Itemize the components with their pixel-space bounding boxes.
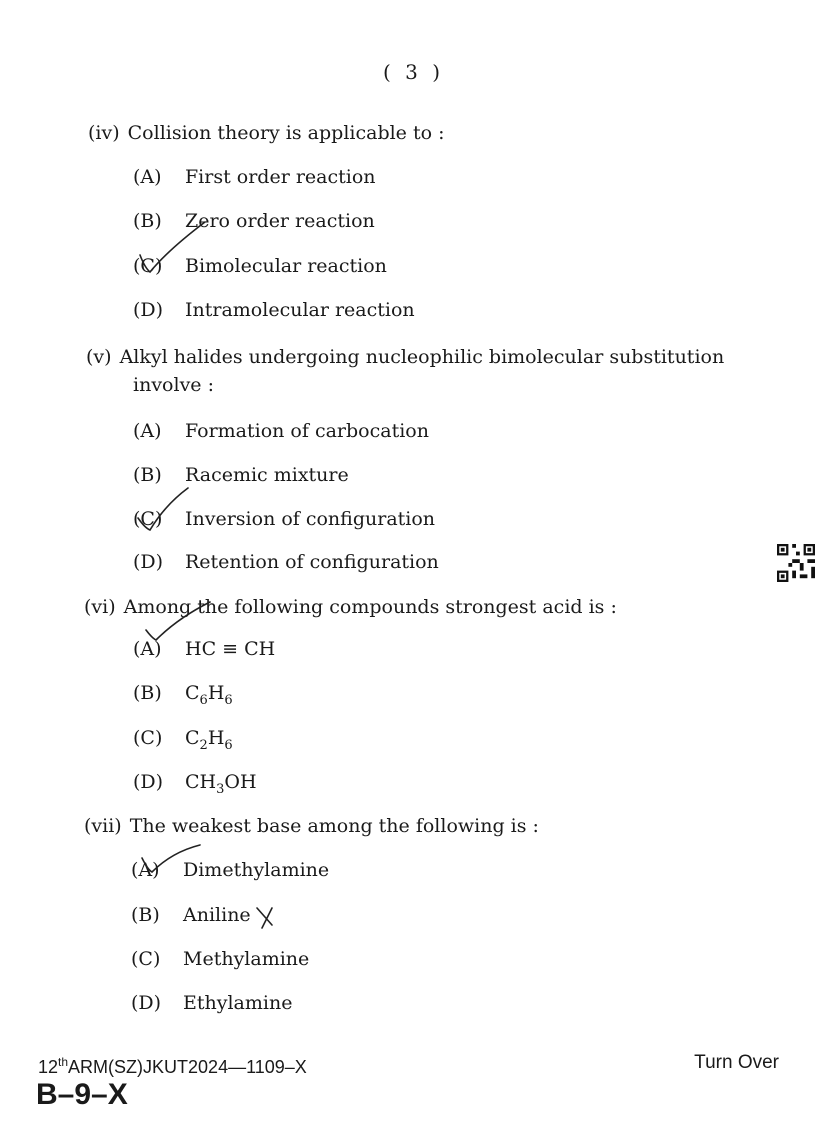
option-v-c: [133, 508, 435, 530]
option-label: (A): [131, 859, 160, 881]
option-iv-a: [133, 166, 376, 188]
option-v-b: [133, 464, 349, 486]
option-vii-d: [131, 992, 292, 1014]
option-vii-a: [131, 859, 329, 881]
question-v-continued: [133, 374, 214, 396]
turn-over-label: Turn Over: [694, 1052, 779, 1073]
formula: $CH_3OH$: [185, 771, 257, 797]
option-label: (C): [133, 508, 163, 530]
question-text: Alkyl halides undergoing nucleophilic bimolecular substitution: [119, 346, 725, 368]
cross-mark: [257, 908, 272, 928]
question-number: (vii): [84, 815, 122, 837]
option-vi-d: [133, 771, 257, 797]
option-vi-b: [133, 682, 233, 708]
option-text: Retention of configuration: [185, 551, 439, 573]
option-label: (D): [133, 551, 164, 573]
question-vii: [84, 815, 539, 837]
option-label: (B): [131, 904, 160, 926]
question-v: [86, 346, 724, 368]
option-label: (A): [133, 420, 162, 442]
option-vii-b: [131, 904, 251, 926]
option-label: (D): [131, 992, 162, 1014]
option-vi-c: [133, 727, 233, 753]
option-text: Racemic mixture: [185, 464, 349, 486]
exam-code: 12thARM(SZ)JKUT2024—1109–X: [38, 1055, 307, 1077]
page-number: ( 3 ): [382, 60, 445, 84]
option-text: Dimethylamine: [183, 859, 330, 881]
option-text: Aniline: [183, 904, 251, 926]
option-label: (C): [133, 727, 163, 749]
question-number: (v): [86, 346, 112, 368]
option-label: (C): [131, 948, 161, 970]
question-text-continued: involve :: [133, 374, 214, 396]
question-text: Among the following compounds strongest acid is :: [123, 596, 617, 618]
question-iv: [88, 122, 444, 144]
option-text: Ethylamine: [183, 992, 293, 1014]
option-text: Bimolecular reaction: [185, 255, 387, 277]
option-text: Formation of carbocation: [185, 420, 429, 442]
question-number: (vi): [84, 596, 116, 618]
formula: $C_2H_6$: [185, 727, 233, 753]
question-number: (iv): [88, 122, 120, 144]
option-text: Inversion of configuration: [185, 508, 436, 530]
option-text: First order reaction: [185, 166, 376, 188]
option-label: (A): [133, 638, 162, 660]
option-text: Zero order reaction: [185, 210, 375, 232]
question-text: The weakest base among the following is :: [129, 815, 539, 837]
option-label: (B): [133, 682, 162, 704]
option-text: Methylamine: [183, 948, 310, 970]
option-v-a: [133, 420, 429, 442]
option-label: (D): [133, 771, 164, 793]
option-label: (D): [133, 299, 164, 321]
question-text: Collision theory is applicable to :: [127, 122, 445, 144]
option-vii-c: [131, 948, 309, 970]
question-vi: [84, 596, 617, 618]
option-label: (A): [133, 166, 162, 188]
formula: $C_6H_6$: [185, 682, 233, 708]
option-text: HC ≡ CH: [185, 638, 276, 660]
option-text: Intramolecular reaction: [185, 299, 415, 321]
option-iv-c: [133, 255, 387, 277]
option-vi-a: [133, 638, 275, 660]
option-iv-b: [133, 210, 375, 232]
qr-code-icon: [776, 544, 816, 582]
option-label: (C): [133, 255, 163, 277]
paper-set: B–9–X: [36, 1078, 128, 1111]
option-label: (B): [133, 210, 162, 232]
option-iv-d: [133, 299, 415, 321]
option-v-d: [133, 551, 439, 573]
option-label: (B): [133, 464, 162, 486]
